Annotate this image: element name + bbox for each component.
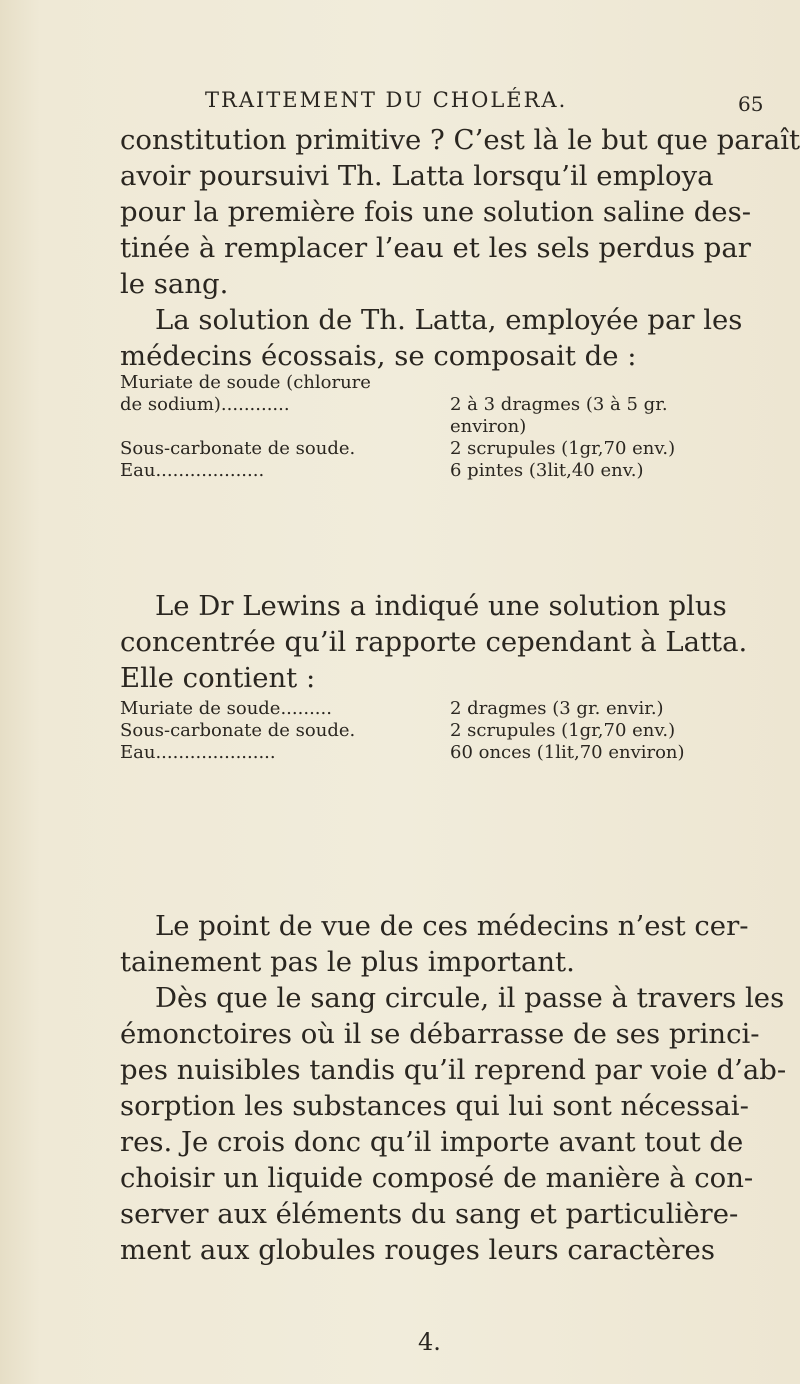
text-line: tinée à remplacer l’eau et les sels perdus par — [120, 232, 751, 264]
text-line: Le point de vue de ces médecins n’est cer- — [155, 910, 749, 942]
text-line: Le Dr Lewins a indiqué une solution plus — [155, 590, 727, 622]
ingredient-amount: 6 pintes (3lit,40 env.) — [450, 460, 644, 481]
table-row — [120, 372, 770, 394]
ingredient-amount: 60 onces (1lit,70 environ) — [450, 742, 685, 763]
ingredient-label: Muriate de soude......... — [120, 698, 332, 719]
ingredient-label: de sodium)............ — [120, 394, 290, 415]
table-row — [120, 438, 770, 460]
table-row — [120, 720, 770, 742]
text-line: le sang. — [120, 268, 229, 300]
ingredient-label: Muriate de soude (chlorure — [120, 372, 371, 393]
signature-mark: 4. — [418, 1328, 441, 1356]
paragraph-5 — [120, 980, 787, 1268]
page-number: 65 — [738, 92, 764, 116]
text-line: constitution primitive ? C’est là le but que paraît — [120, 124, 800, 156]
ingredient-amount: environ) — [450, 416, 527, 437]
text-line: émonctoires où il se débarrasse de ses princi- — [120, 1018, 760, 1050]
text-line: ment aux globules rouges leurs caractères — [120, 1234, 715, 1266]
header-title: TRAITEMENT DU CHOLÉRA. — [205, 88, 568, 112]
table-row — [120, 698, 770, 720]
text-line: concentrée qu’il rapporte cependant à Latta. — [120, 626, 748, 658]
ingredient-amount: 2 dragmes (3 gr. envir.) — [450, 698, 664, 719]
ingredient-amount: 2 scrupules (1gr,70 env.) — [450, 438, 676, 459]
text-line: médecins écossais, se composait de : — [120, 340, 637, 372]
ingredient-label: Sous-carbonate de soude. — [120, 438, 356, 459]
text-line: Dès que le sang circule, il passe à travers les — [155, 982, 785, 1014]
paragraph-1 — [120, 122, 800, 302]
table-row — [120, 460, 770, 482]
text-line: pour la première fois une solution saline des- — [120, 196, 751, 228]
paragraph-4 — [120, 908, 770, 980]
recipe-table-lewins — [120, 698, 770, 764]
ingredient-amount: 2 scrupules (1gr,70 env.) — [450, 720, 676, 741]
ingredient-label: Sous-carbonate de soude. — [120, 720, 356, 741]
text-line: res. Je crois donc qu’il importe avant tout de — [120, 1126, 744, 1158]
text-line: La solution de Th. Latta, employée par les — [155, 304, 743, 336]
text-line: Elle contient : — [120, 662, 316, 694]
table-row — [120, 394, 770, 416]
recipe-table-latta — [120, 372, 770, 482]
paragraph-2 — [120, 302, 770, 374]
ingredient-label: Eau..................... — [120, 742, 276, 763]
running-header — [0, 80, 800, 120]
ingredient-amount — [450, 372, 770, 394]
table-row — [120, 416, 770, 438]
ingredient-label: Eau................... — [120, 460, 265, 481]
ingredient-amount: 2 à 3 dragmes (3 à 5 gr. — [450, 394, 668, 415]
table-row — [120, 742, 770, 764]
text-line: avoir poursuivi Th. Latta lorsqu’il employa — [120, 160, 714, 192]
paragraph-3 — [120, 588, 770, 696]
text-line: tainement pas le plus important. — [120, 946, 575, 978]
ingredient-label — [120, 416, 450, 438]
text-line: choisir un liquide composé de manière à con- — [120, 1162, 754, 1194]
text-line: sorption les substances qui lui sont nécessai- — [120, 1090, 749, 1122]
text-line: server aux éléments du sang et particulière- — [120, 1198, 739, 1230]
text-line: pes nuisibles tandis qu’il reprend par voie d’ab- — [120, 1054, 787, 1086]
